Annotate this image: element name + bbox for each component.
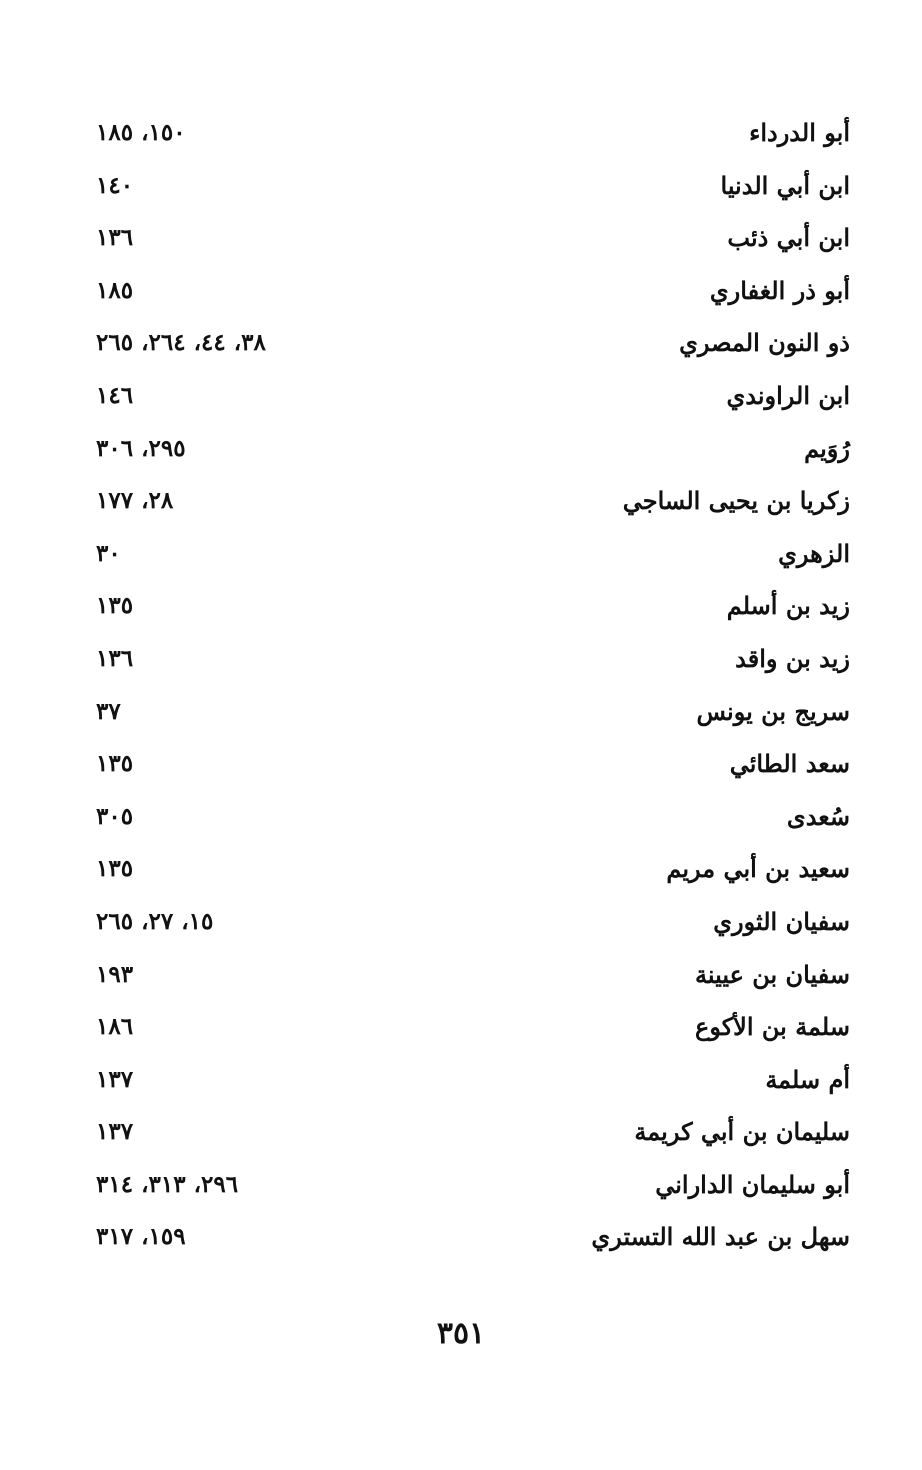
index-entry [0,844,922,897]
entry-pages: ١٣٦ [96,644,134,672]
entry-pages: ٢٩٥، ٣٠٦ [96,434,186,462]
entry-pages: ١٤٠ [96,171,134,199]
entry-name: ذو النون المصري [679,328,850,358]
entry-pages: ١٣٥ [96,592,134,620]
entry-name: سليمان بن أبي كريمة [634,1117,850,1147]
entry-pages: ٣٠٥ [96,802,134,830]
index-entry [0,476,922,529]
entry-name: سعد الطائي [729,749,850,779]
entry-name: سلمة بن الأكوع [695,1012,850,1042]
index-entry [0,1002,922,1055]
index-entry [0,1055,922,1108]
page-number: ٣٥١ [436,1316,486,1351]
entry-pages: ١٨٥ [96,276,134,304]
entry-pages: ٢٨، ١٧٧ [96,487,174,515]
entry-pages: ١٥، ٢٧، ٢٦٥ [96,907,214,935]
entry-name: ابن أبي الدنيا [720,170,850,200]
index-entry [0,634,922,687]
entry-pages: ١٨٦ [96,1013,134,1041]
index-entry [0,950,922,1003]
index-entry [0,213,922,266]
index-entry [0,581,922,634]
entry-name: زيد بن واقد [735,643,850,673]
entry-name: سريج بن يونس [696,696,850,726]
entry-name: سُعدى [786,801,850,831]
entry-name: أبو الدرداء [749,118,850,147]
entry-name: سفيان بن عيينة [694,959,850,989]
entry-pages: ١٥٠، ١٨٥ [96,119,186,146]
entry-pages: ١٩٣ [96,960,134,988]
entry-name: زيد بن أسلم [726,591,850,621]
entry-name: سعيد بن أبي مريم [666,854,850,884]
index-entry [0,687,922,740]
index-entry [0,529,922,582]
entry-name: أبو سليمان الداراني [655,1169,850,1199]
index-entry [0,1107,922,1160]
entry-pages: ١٣٧ [96,1118,134,1146]
index-entry [0,792,922,845]
entry-name: ابن أبي ذئب [727,223,850,253]
entry-name: الزهري [778,538,850,568]
index-entry [0,318,922,371]
index-entry [0,108,922,161]
entry-name: ابن الراوندي [726,380,850,410]
entry-name: أم سلمة [765,1064,850,1094]
entry-pages: ١٥٩، ٣١٧ [96,1223,186,1251]
index-list [0,108,922,1265]
entry-pages: ٣٠ [96,539,121,567]
entry-pages: ١٣٥ [96,855,134,883]
entry-name: أبو ذر الغفاري [709,275,850,305]
entry-name: رُوَيم [804,433,850,463]
entry-pages: ٣٨، ٤٤، ٢٦٤، ٢٦٥ [96,329,266,357]
index-entry [0,739,922,792]
entry-name: زكريا بن يحيى الساجي [622,486,850,516]
index-entry [0,424,922,477]
entry-name: سهل بن عبد الله التستري [591,1222,850,1252]
index-entry [0,1160,922,1213]
entry-pages: ١٣٧ [96,1065,134,1093]
entry-name: سفيان الثوري [713,906,850,936]
entry-pages: ١٣٦ [96,224,134,252]
index-entry [0,266,922,319]
index-entry [0,897,922,950]
entry-pages: ٢٩٦، ٣١٣، ٣١٤ [96,1170,239,1198]
index-entry [0,1212,922,1265]
entry-pages: ١٣٥ [96,750,134,778]
index-entry [0,161,922,214]
entry-pages: ١٤٦ [96,381,134,409]
index-entry [0,371,922,424]
entry-pages: ٣٧ [96,697,121,725]
